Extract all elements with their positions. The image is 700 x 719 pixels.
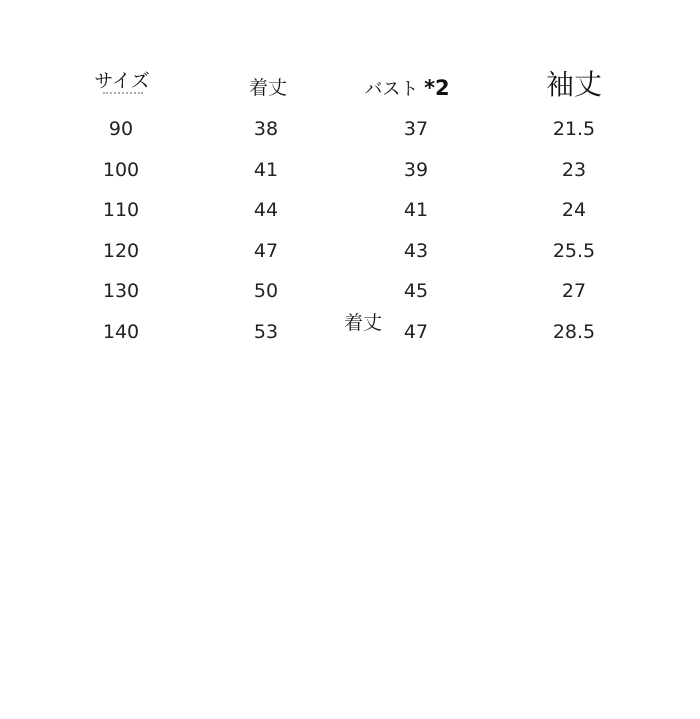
cell-bust: 43: [403, 240, 429, 262]
header-bust-note: *2: [424, 76, 450, 100]
cell-bust: 47: [403, 321, 429, 343]
header-sleeve: 袖丈: [545, 68, 603, 101]
cell-sleeve: 25.5: [552, 240, 596, 262]
cell-length: 44: [253, 199, 279, 221]
cell-length: 47: [253, 240, 279, 262]
cell-sleeve: 28.5: [552, 321, 596, 343]
table-row: [0, 280, 700, 310]
table-row: [0, 159, 700, 189]
header-length: 着丈: [248, 77, 288, 99]
cell-size: 100: [102, 159, 140, 181]
cell-length: 41: [253, 159, 279, 181]
cell-length: 38: [253, 118, 279, 140]
stray-length-label: 着丈: [343, 312, 383, 334]
cell-size: 140: [102, 321, 140, 343]
cell-sleeve: 21.5: [552, 118, 596, 140]
cell-sleeve: 23: [561, 159, 587, 181]
header-size: サイズ: [94, 70, 150, 92]
cell-size: 130: [102, 280, 140, 302]
cell-sleeve: 27: [561, 280, 587, 302]
table-row: [0, 240, 700, 270]
header-bust-label: バスト: [364, 79, 419, 100]
cell-length: 50: [253, 280, 279, 302]
cell-bust: 39: [403, 159, 429, 181]
cell-size: 110: [102, 199, 140, 221]
cell-size: 90: [108, 118, 134, 140]
cell-sleeve: 24: [561, 199, 587, 221]
cell-bust: 45: [403, 280, 429, 302]
cell-bust: 41: [403, 199, 429, 221]
table-row: [0, 199, 700, 229]
cell-bust: 37: [403, 118, 429, 140]
header-bust: [364, 75, 449, 101]
cell-size: 120: [102, 240, 140, 262]
cell-length: 53: [253, 321, 279, 343]
table-row: [0, 118, 700, 148]
header-size-underline-artifact: [103, 92, 143, 98]
